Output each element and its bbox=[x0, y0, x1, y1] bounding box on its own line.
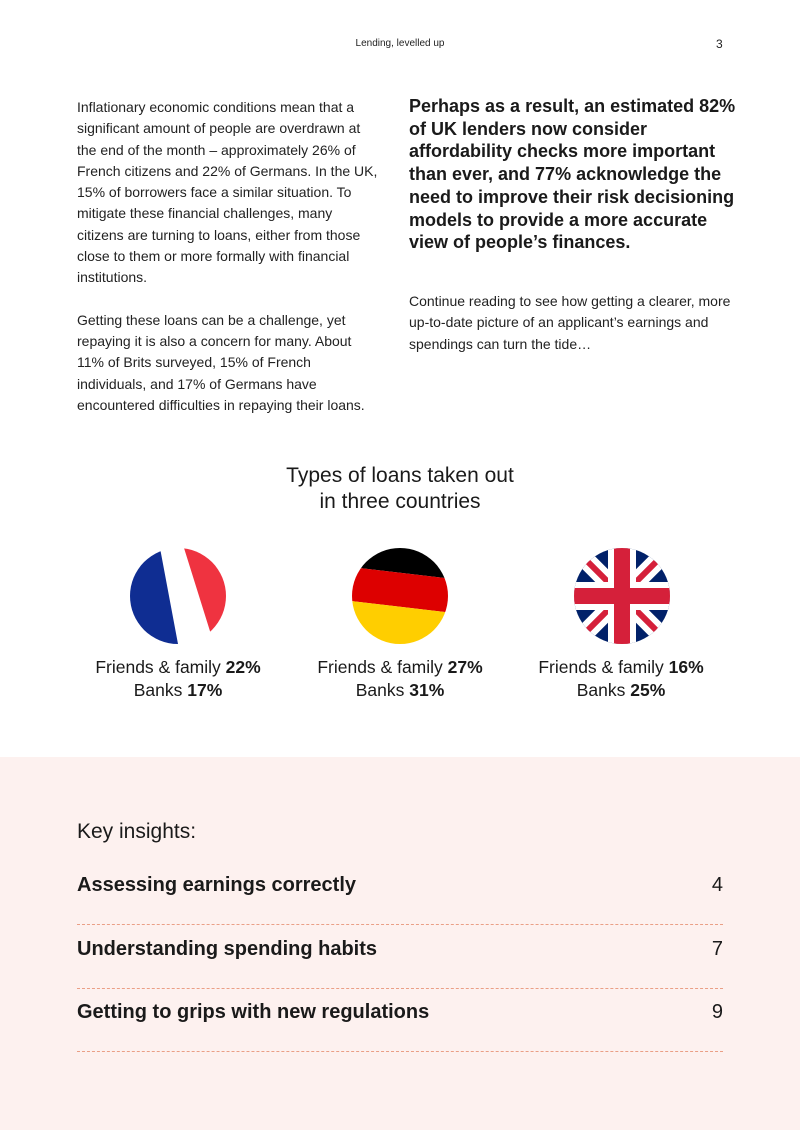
friends-label: Friends & family bbox=[538, 657, 669, 677]
france-loan-stats bbox=[58, 656, 298, 702]
banks-label: Banks bbox=[133, 680, 188, 700]
insight-link-spending[interactable] bbox=[77, 924, 723, 989]
friends-value: 16% bbox=[668, 657, 704, 677]
intro-paragraph-1: Inflationary economic conditions mean that a significant amount of people are overdrawn at the end of the month – approximately 26% of French citizens and 22% of Germans. In the UK, 15% of borrowers face a similar situation. To mitigate these financial challenges, many citizens are turning to loans, either from those close to them or more formally with financial institutions. bbox=[77, 99, 378, 286]
insight-page-number: 4 bbox=[711, 874, 723, 896]
insight-label: Assessing earnings correctly bbox=[77, 874, 357, 896]
banks-label: Banks bbox=[576, 680, 631, 700]
insight-page-number: 9 bbox=[711, 1001, 723, 1023]
insight-label: Getting to grips with new regulations bbox=[77, 1001, 430, 1023]
continue-reading-text: Continue reading to see how getting a clearer, more up-to-date picture of an applicant’s earnings and spendings can turn the tide… bbox=[409, 292, 731, 352]
germany-flag-icon bbox=[352, 548, 448, 644]
insight-link-earnings[interactable] bbox=[77, 860, 723, 925]
friends-label: Friends & family bbox=[95, 657, 226, 677]
key-insights-title: Key insights: bbox=[77, 820, 197, 843]
insight-label: Understanding spending habits bbox=[77, 938, 378, 960]
uk-loan-stats bbox=[501, 656, 741, 702]
running-header: Lending, levelled up bbox=[355, 38, 445, 49]
banks-label: Banks bbox=[355, 680, 410, 700]
loans-section-title bbox=[0, 463, 800, 515]
loans-title-line-1: Types of loans taken out bbox=[286, 464, 514, 487]
loans-title-line-2: in three countries bbox=[319, 490, 481, 513]
insight-page-number: 7 bbox=[711, 938, 723, 960]
insight-link-regulations[interactable] bbox=[77, 987, 723, 1052]
intro-column bbox=[77, 97, 382, 437]
quote-column bbox=[409, 95, 739, 355]
uk-flag-icon bbox=[574, 548, 670, 644]
banks-value: 31% bbox=[409, 680, 445, 700]
banks-value: 17% bbox=[187, 680, 223, 700]
banks-value: 25% bbox=[630, 680, 666, 700]
pull-quote: Perhaps as a result, an estimated 82% of UK lenders now consider affordability checks more important than ever, and 77% acknowledge the need to improve their risk decisioning models to provide a more accurate view of people’s finances. bbox=[409, 96, 736, 253]
intro-paragraph-2: Getting these loans can be a challenge, yet repaying it is also a concern for many. About 11% of Brits surveyed, 15% of French individuals, and 17% of Germans have encountered difficulties in repaying their loans. bbox=[77, 311, 365, 413]
friends-label: Friends & family bbox=[317, 657, 448, 677]
germany-loan-stats bbox=[280, 656, 520, 702]
friends-value: 27% bbox=[447, 657, 483, 677]
friends-value: 22% bbox=[225, 657, 261, 677]
france-flag-icon bbox=[130, 548, 226, 644]
page-number: 3 bbox=[716, 37, 723, 51]
